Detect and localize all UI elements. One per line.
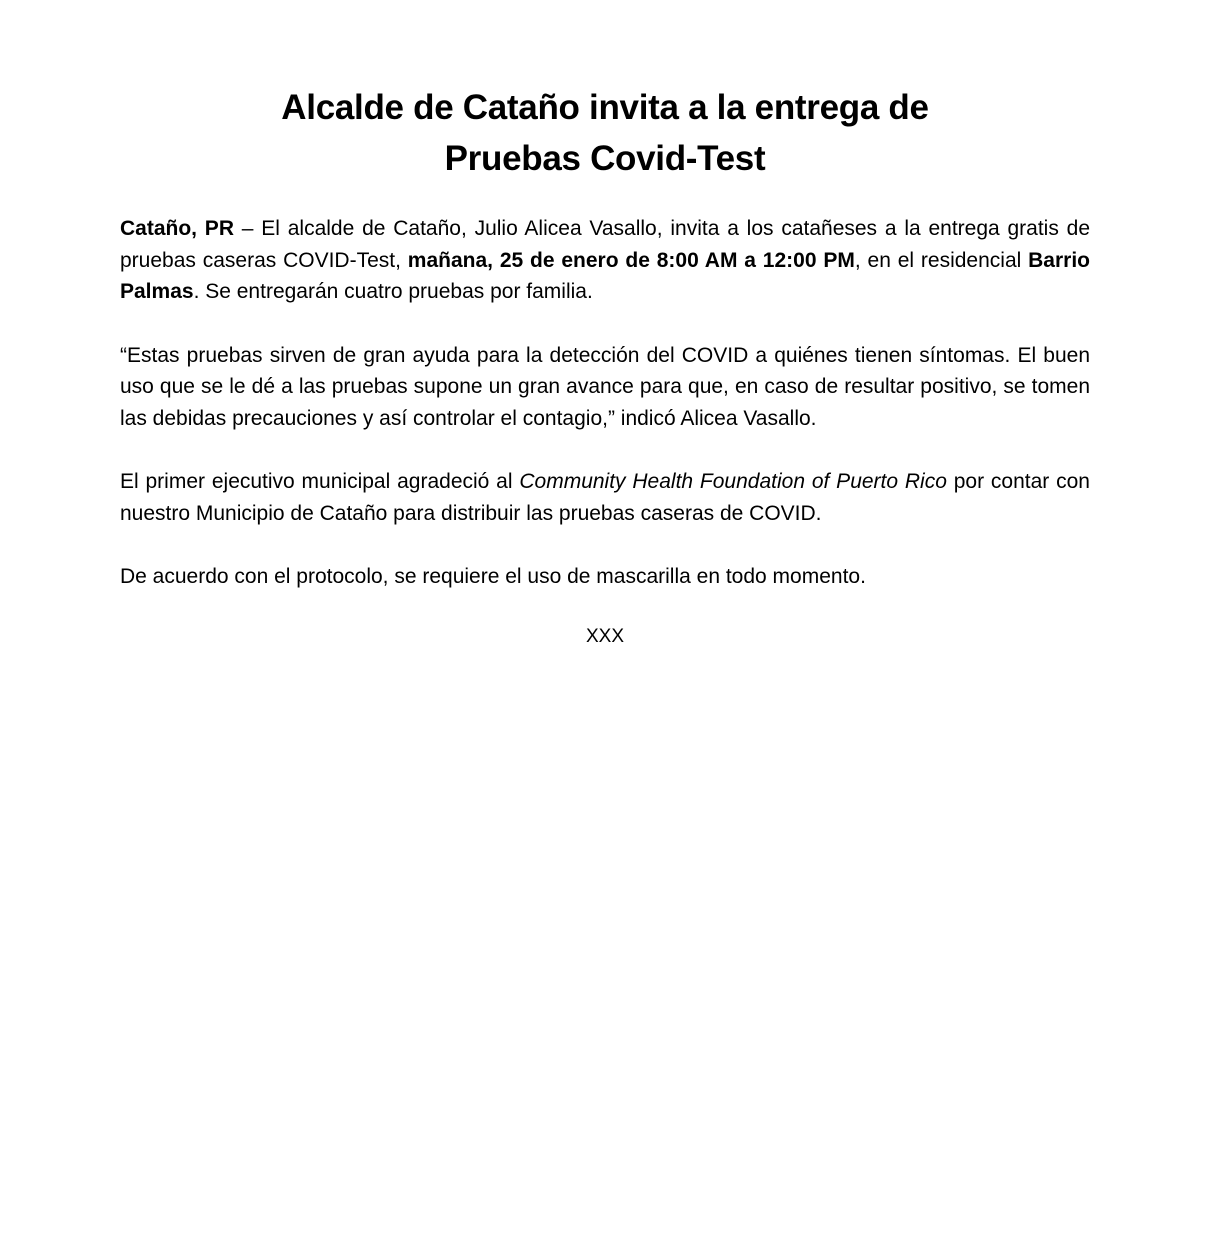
- press-release: [120, 82, 1090, 651]
- intro-text-a: – El alcalde de Cataño, Julio Alicea Vasallo, invita a los catañeses a la entrega gratis de pruebas caseras COVID-Test,: [120, 217, 1091, 272]
- paragraph-quote: “Estas pruebas sirven de gran ayuda para la detección del COVID a quiénes tienen síntomas. El buen uso que se le dé a las pruebas supone un gran avance para que, en caso de resultar positivo, se tomen las debidas precauciones y así controlar el contagio,” indicó Alicea Vasallo.: [120, 343, 1090, 430]
- paragraph-thanks: [120, 466, 1090, 529]
- intro-text-c: . Se entregarán cuatro pruebas por familia.: [193, 280, 593, 303]
- headline-line-2: Pruebas Covid-Test: [444, 139, 766, 178]
- dateline: Cataño, PR: [120, 217, 234, 240]
- intro-text-b: , en el residencial: [854, 248, 1029, 272]
- paragraph-intro: [120, 213, 1090, 308]
- headline: [120, 82, 1090, 184]
- organization-name: Community Health Foundation of Puerto Rico: [519, 470, 947, 493]
- closing-mark: XXX: [585, 625, 625, 647]
- thanks-text-a: El primer ejecutivo municipal agradeció al: [120, 470, 520, 493]
- paragraph-protocol: De acuerdo con el protocolo, se requiere el uso de mascarilla en todo momento.: [120, 565, 866, 588]
- thanks-text-b: por contar con nuestro Municipio de Cataño para distribuir las pruebas caseras de COVID.: [120, 470, 1090, 525]
- event-date-time: mañana, 25 de enero de 8:00 AM a 12:00 PM: [407, 248, 855, 272]
- headline-line-1: Alcalde de Cataño invita a la entrega de: [281, 88, 929, 127]
- event-location: Barrio Palmas: [120, 248, 1090, 303]
